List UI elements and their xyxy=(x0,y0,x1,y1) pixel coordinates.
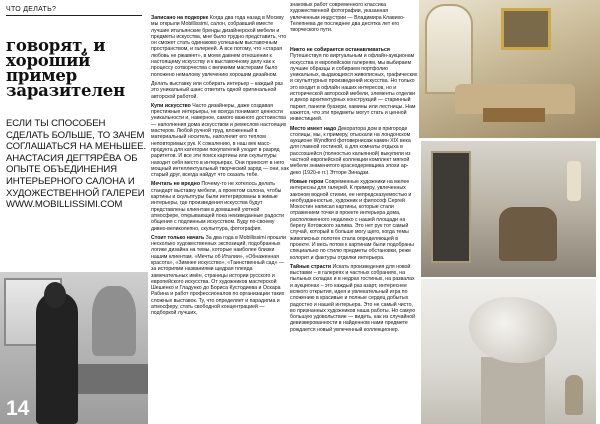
paragraph xyxy=(151,235,289,317)
paragraph xyxy=(290,179,418,261)
page-number: 14 xyxy=(6,397,30,420)
paragraph-text: Почему-то не хотелось делать стандарт выставку мебели, а проектом салона, чтобы картины и скульптуры были интегрированы в живые интерьеры, где произведения искусства будут представлены клиентам в домашней уютной атмосфере, открывающей пока неизведанные радости общения с подлинным искусством. Буду по-своему дивно-великолепно, скульптура, фотография. xyxy=(151,181,285,232)
photo-armchair xyxy=(499,207,557,261)
section-rubric: ЧТО ДЕЛАТЬ? xyxy=(6,6,57,13)
paragraph-text: Современные художники на мелее интересны для галерей. К примеру, увлеченных законом водной стихии, ее непредсказуемостью и необузданностью, художник и философ Сергей Мокостин написал картины, которые стали отражением точки в проекте интерьера дома, расположенного недалеко с нашей площади на берегу Котовского залива. Это нет рук тот самый случай, который в больше могу щего, когда темы живописных полотен стала определяющей в проекте. И весь потом к картинам были подобраны специально по стилю предметы обстановки, реже колорит и фактуры отделки интерьера. xyxy=(290,178,414,261)
left-column xyxy=(0,0,148,424)
paragraph-text: Декоратора дом в пригороде столицы, мы, к примеру, отыскали на лондонском аукционе Wyndford фотовернисаж камин XIX века для главной гостиной, а для комнаты отдыха в рассохшейся (полностью кальянной) выкупили из частной европейской коллекции комплект мягкой мебели знаменитого краснодеревщика эпохи ар-деко (1920-е гг.) Этторе Зинадзи. xyxy=(290,125,411,176)
interior-photo-living-room xyxy=(419,0,600,138)
photo-vase xyxy=(565,375,583,415)
continued-text: знаковых работ современного классика художественной фотографии, указанная увлеченным индустрии — Владимира Клавихо-Телепнева де последнее два десятка лет его творческого пути. xyxy=(290,2,405,34)
paragraph xyxy=(290,47,418,123)
middle-text-column xyxy=(151,15,289,424)
photo-person xyxy=(36,292,78,424)
interior-photo-sculpture xyxy=(421,279,596,424)
paragraph-text: Когда два года назад в Москву мы открыли Mobillissimi, салон, собравший вместе лучшие итальянские бренды дизайнерской мебели и предметы искусства, мне было трудно представить, что он сможет стать одинаково успешным выставочным пространством, и галереей. А все потому, что «старая любовь не ржавеет», в моем давнем отношении к настоящему искусству и к выставочному делу как к процессу сотворчества с великими мастерами было положено немалому увлечению хорошим дизайном. xyxy=(151,15,287,78)
paragraph-text: Часто дизайнеры, даже создавая престижные интерьеры, не всегда понимают ценности уникальности и, наверное, самого важного достоинства — наполнения дома искусством и ремеслом настоящих мастеров. Любой ручной труд, вложенный в материальный носитель, наполняет его теплом неповторимых рук. К сожалению, в наш век масс-продукта для категории покупателей уходит в разряд раритетов. И все эти поиск картины или скульптуры находит себя место в интерьерах. Они приносят в него мощный интеллектуальный творческий заряд — они, как старый друг, всегда найдут что сказать тебе. xyxy=(151,102,289,179)
paragraph xyxy=(151,103,289,179)
photo-cabinet xyxy=(431,151,471,263)
paragraph-lead-in: Записано на подкорке xyxy=(151,15,209,21)
paragraph-text: Путешествуя по виртуальным и офлайн-аукционам искусства и европейском галереям, мы выбираем лучшие образцы и собираем портфолио уникальных, выдающихся живописных, графических и скульптурных произведений искусства. Но только это входит в офлайн наших интересов, но и исторической авторской мебели, элементы отделки и декор архитектурных конструкций — старинный паркет, панели буазери, камины или лестницы. Нам кажется, что эти предметы могут стать и ценной инвестицией. xyxy=(290,53,418,123)
paragraph-lead-in: Никто не собирается останавливаться xyxy=(290,47,390,53)
paragraph-lead-in: Тайные страсти xyxy=(290,263,332,270)
paragraph xyxy=(151,81,289,100)
paragraph xyxy=(151,15,289,78)
paragraph xyxy=(290,126,418,176)
paragraph-lead-in: Стоит только начать xyxy=(151,234,205,241)
paragraph xyxy=(151,181,289,231)
paragraph-lead-in: Новые герои xyxy=(290,178,324,185)
photo-person-head xyxy=(44,282,66,308)
right-text-column xyxy=(290,0,418,424)
paragraph-lead-in: Купи искусство xyxy=(151,102,191,109)
right-text-body xyxy=(290,47,418,336)
photo-pedestal xyxy=(481,357,545,424)
paragraph xyxy=(290,264,418,333)
paragraph-text: Искать произведения для новой выставки – в галереях и частных собраниях, на пыльных складах и в недрах гостиных, на развалах и аукционах – это каждый раз азарт, интереснее всякого открытия, идея и увлекательный игра по сложению в красивые и полные сердец добытых радостно и нашей интерьера. Это не самый чисто, во признанных художников наша работы. Но самую большую удовольствие — видеть, как из случайной девизверованности в найденном нами предмете рождается новый увлеченный коллекционер. xyxy=(290,263,416,333)
paragraph-text: Делать выставку или собирать интерьер – каждый раз это уникальный шанс ответить одной оригинальной авторской работой. xyxy=(151,80,283,100)
photo-sculpture xyxy=(92,286,136,356)
paragraph-lead-in: Место имеет надо xyxy=(290,125,337,132)
interior-photo-cabinet-room xyxy=(421,141,596,277)
paragraph-text: За два года в Mobillissimi прошли несколько художественных экспозиций, подобранных логике дизайна на темы, которые наиболее близки нашим клиентам. «Мечты об Италии», «Обнаженная красота», «Зимнее искусство», «Таинственный сад» — за историями названиями щедрая плеяда замечательных имён, страницы истории русского и европейского искусства. От художников мастерской Шешенко и Гладунко до Бориса Кустодиева и Оскара Рабина и работ профессионалов по организации таких сложных выставок. Ту, что определяет и парадигма и атмосферу, стать свободной концентрацией — подборкой лучших, xyxy=(151,234,286,317)
photo-table xyxy=(70,364,148,394)
photo-arch-window xyxy=(425,4,473,94)
photo-white-sculpture xyxy=(469,297,557,363)
photo-coffee-table xyxy=(483,108,545,122)
photo-lamp xyxy=(567,161,581,201)
article-lead: ЕСЛИ ТЫ СПОСОБЕН СДЕЛАТЬ БОЛЬШЕ, ТО ЗАЧЕМ СОГЛАШАТЬСЯ НА МЕНЬШЕЕ. АНАСТАСИЯ ДЕГТЯРЁВА ОБ ОПЫТЕ ОБЪЕДИНЕНИЯ ИНТЕРЬЕРНОГО САЛОНА И ХУДОЖЕСТВЕННОЙ ГАЛЕРЕИ WWW.MOBILLISSIMI.COM xyxy=(6,118,147,211)
photo-framed-painting xyxy=(501,8,551,50)
rubric-divider xyxy=(6,15,142,16)
paragraph-lead-in: Мечтать не вредно xyxy=(151,181,200,188)
article-headline: говорят, и хороший пример заразителен xyxy=(6,36,125,100)
